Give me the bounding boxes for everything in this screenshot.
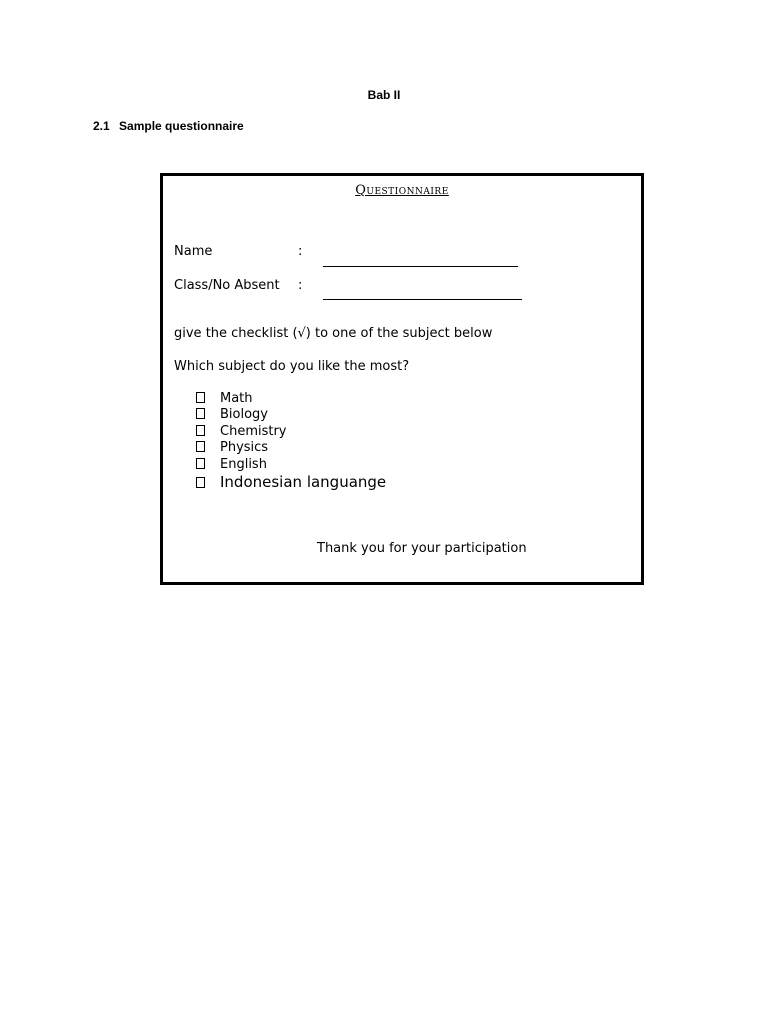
section-title: Sample questionnaire (119, 119, 244, 133)
closing-text: Thank you for your participation (317, 541, 527, 556)
option-math[interactable] (196, 391, 386, 407)
name-label: Name (174, 244, 213, 259)
name-colon: : (298, 244, 303, 259)
option-chemistry[interactable] (196, 424, 386, 440)
class-absent-label: Class/No Absent (174, 278, 280, 293)
chapter-heading: Bab II (367, 88, 401, 102)
checkbox-icon[interactable] (196, 408, 205, 419)
option-label: Chemistry (220, 423, 287, 439)
option-label: Physics (220, 440, 269, 456)
option-label: English (220, 456, 267, 472)
questionnaire-box (160, 173, 644, 585)
class-absent-colon: : (298, 278, 303, 293)
option-english[interactable] (196, 457, 386, 473)
option-label: Indonesian languange (220, 472, 387, 491)
instruction-text: give the checklist (√) to one of the subject below (174, 326, 493, 341)
checkbox-icon[interactable] (196, 477, 205, 488)
questionnaire-title: Questionnaire (355, 183, 449, 198)
checkbox-icon[interactable] (196, 392, 205, 403)
section-number: 2.1 (93, 119, 110, 133)
option-label: Biology (220, 407, 268, 423)
option-label: Math (220, 391, 253, 406)
section-heading (93, 119, 244, 133)
subject-options (196, 391, 386, 492)
option-indonesian[interactable] (196, 473, 386, 492)
class-absent-answer-line[interactable] (323, 299, 522, 300)
checkbox-icon[interactable] (196, 458, 205, 469)
question-text: Which subject do you like the most? (174, 359, 410, 374)
name-answer-line[interactable] (323, 266, 518, 267)
checkbox-icon[interactable] (196, 425, 205, 436)
option-physics[interactable] (196, 440, 386, 456)
option-biology[interactable] (196, 407, 386, 423)
checkbox-icon[interactable] (196, 441, 205, 452)
